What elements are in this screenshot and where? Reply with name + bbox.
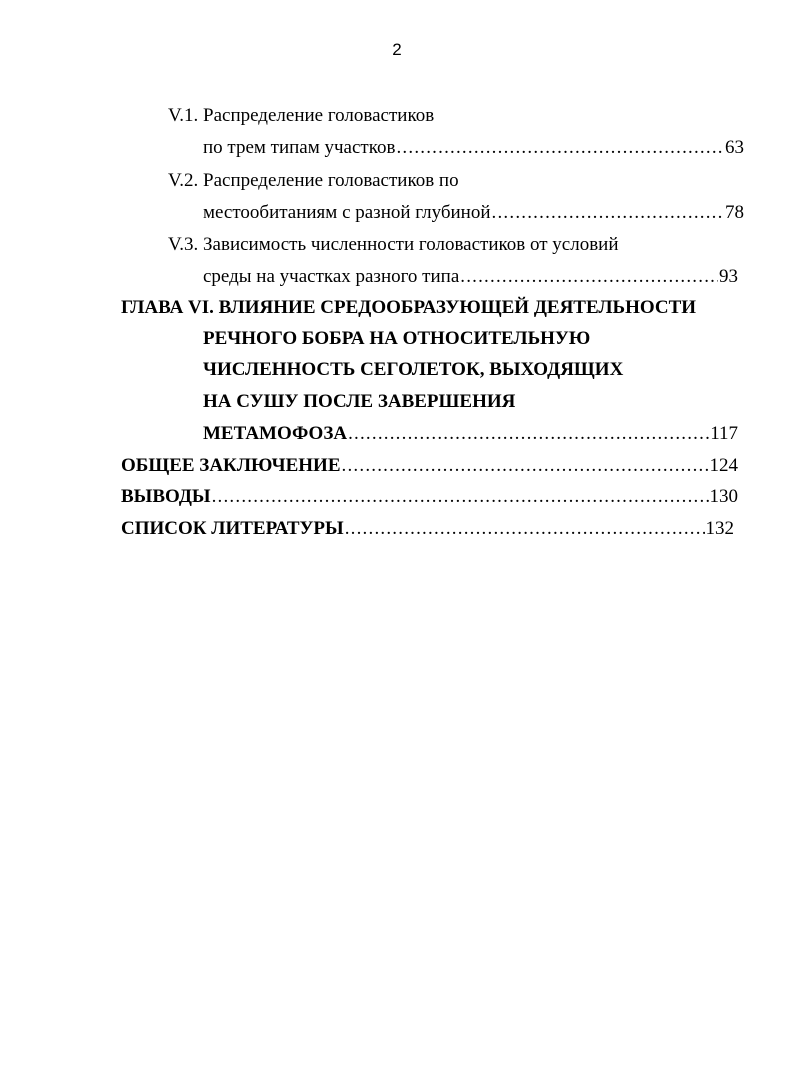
toc-chapter6-page: 117 bbox=[710, 423, 738, 444]
dot-leader bbox=[396, 136, 724, 160]
toc-conclusion-title: ОБЩЕЕ ЗАКЛЮЧЕНИЕ bbox=[121, 455, 341, 476]
toc-conclusion-entry[interactable] bbox=[121, 454, 738, 478]
toc-v1-title-cont: по трем типам участков bbox=[203, 137, 396, 158]
toc-v2-page: 78 bbox=[725, 202, 744, 223]
toc-findings-title: ВЫВОДЫ bbox=[121, 486, 211, 507]
toc-v2-title: V.2. Распределение головастиков по bbox=[168, 170, 459, 191]
toc-v2-title-cont: местообитаниям с разной глубиной bbox=[203, 202, 491, 223]
toc-v1-title: V.1. Распределение головастиков bbox=[168, 105, 435, 126]
toc-v3-title: V.3. Зависимость численности головастиков от условий bbox=[168, 234, 619, 255]
toc-chapter6-title-line5: МЕТАМОФОЗА bbox=[203, 423, 348, 444]
toc-references-title: СПИСОК ЛИТЕРАТУРЫ bbox=[121, 518, 344, 539]
toc-references-page: 132 bbox=[705, 518, 734, 539]
dot-leader bbox=[342, 454, 709, 478]
toc-chapter6-title-line3: ЧИСЛЕННОСТЬ СЕГОЛЕТОК, ВЫХОДЯЩИХ bbox=[203, 359, 624, 380]
dot-leader bbox=[492, 201, 724, 225]
dot-leader bbox=[348, 422, 709, 446]
toc-v2-entry[interactable] bbox=[203, 201, 744, 225]
dot-leader bbox=[460, 265, 718, 289]
toc-v3-entry[interactable] bbox=[203, 265, 738, 289]
toc-conclusion-page: 124 bbox=[709, 455, 738, 476]
toc-chapter6-title-line4: НА СУШУ ПОСЛЕ ЗАВЕРШЕНИЯ bbox=[203, 391, 516, 412]
toc-findings-page: 130 bbox=[709, 486, 738, 507]
toc-v1-page: 63 bbox=[725, 137, 744, 158]
toc-chapter6-title-line2: РЕЧНОГО БОБРА НА ОТНОСИТЕЛЬНУЮ bbox=[203, 328, 591, 349]
toc-findings-entry[interactable] bbox=[121, 485, 738, 509]
toc-chapter6-title: ГЛАВА VI. ВЛИЯНИЕ СРЕДООБРАЗУЮЩЕЙ ДЕЯТЕЛЬНОСТИ bbox=[121, 297, 697, 318]
page-number: 2 bbox=[392, 40, 402, 59]
dot-leader bbox=[212, 485, 709, 509]
dot-leader bbox=[345, 517, 705, 541]
toc-references-entry[interactable] bbox=[121, 517, 734, 541]
toc-chapter6-entry[interactable] bbox=[203, 422, 738, 446]
toc-v3-title-cont: среды на участках разного типа bbox=[203, 266, 460, 287]
toc-v3-page: 93 bbox=[719, 266, 738, 287]
toc-v1-entry[interactable] bbox=[203, 136, 744, 160]
